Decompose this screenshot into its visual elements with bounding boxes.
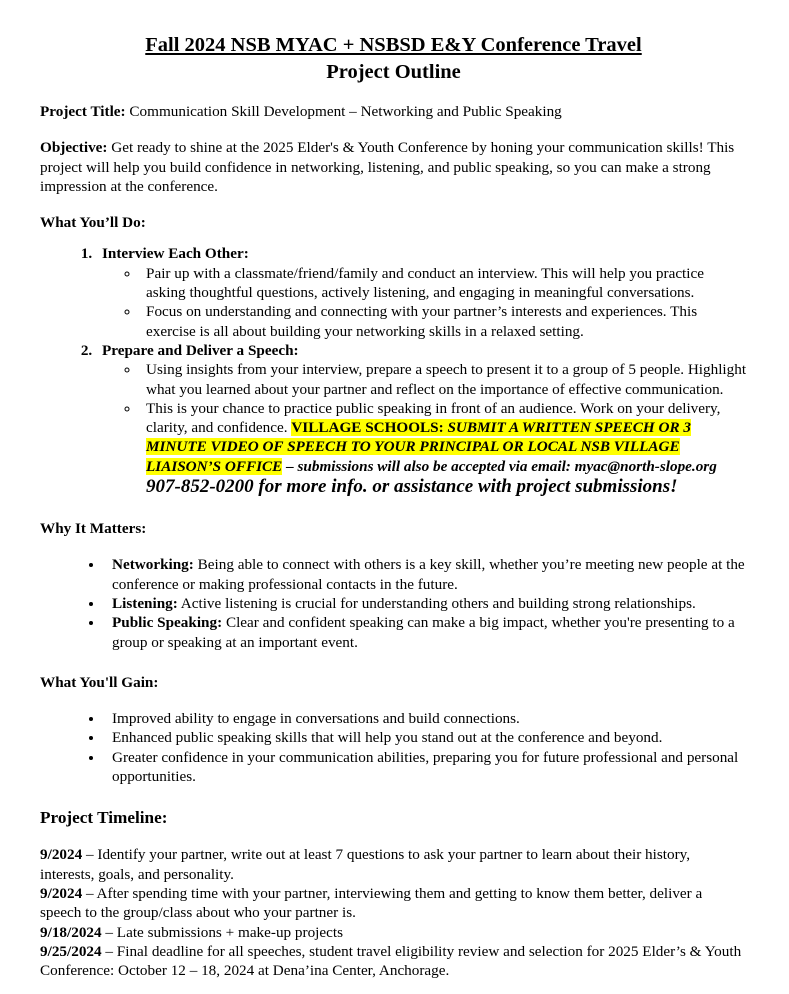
timeline-text: – After spending time with your partner, interviewing them and getting to know them better, deliver a speech to the group/class about who your partner is. — [40, 884, 703, 922]
task-subpoint: ◦ Pair up with a classmate/friend/family and conduct an interview. This will help you practice asking thoughtful questions, actively listening, and engaging in meaningful conversations. — [140, 264, 747, 303]
timeline-date: 9/2024 — [40, 884, 83, 902]
what-youll-gain-item: • Improved ability to engage in conversations and build connections. — [104, 709, 747, 728]
contact-phone-line: 907-852-0200 for more info. or assistance with project submissions! — [146, 476, 678, 498]
timeline-entry — [40, 942, 747, 981]
project-title-line — [40, 102, 747, 121]
why-it-matters-label: Public Speaking: — [112, 614, 223, 632]
timeline-text: – Late submissions + make-up projects — [101, 923, 344, 941]
spacer-after-why-it-matters-heading — [40, 538, 747, 555]
speech-point-lead-text: This is your chance to practice public speaking in front of an audience. Work on your delivery, clarity, and confidence. — [146, 399, 721, 437]
task-subpoints — [102, 360, 747, 498]
village-schools-highlight-instruction: SUBMIT A WRITTEN SPEECH OR 3 MINUTE VIDEO OF SPEECH TO YOUR PRINCIPAL OR LOCAL NSB VILLAGE LIAISON’S OFFICE — [146, 419, 691, 475]
what-youll-gain-heading: What You'll Gain: — [40, 673, 159, 691]
spacer-after-project-timeline-heading — [40, 828, 747, 845]
timeline-date: 9/25/2024 — [40, 942, 102, 960]
submission-email-note: – submissions will also be accepted via email: myac@north-slope.org — [282, 457, 717, 475]
task-subpoint: ◦ Focus on understanding and connecting with your partner’s interests and experiences. This exercise is all about building your networking skills in a relaxed setting. — [140, 302, 747, 341]
why-it-matters-text: Being able to connect with others is a key skill, whether you’re meeting new people at the conference or making professional contacts in the future. — [112, 556, 745, 593]
project-timeline-heading: Project Timeline: — [40, 808, 168, 828]
task-subpoint-with-highlight — [140, 399, 747, 498]
task-title: Prepare and Deliver a Speech: — [102, 341, 299, 359]
why-it-matters-heading: Why It Matters: — [40, 520, 147, 538]
spacer-before-why-it-matters — [40, 498, 747, 519]
what-youll-gain-item: • Greater confidence in your communication abilities, preparing you for future professional and personal opportunities. — [104, 748, 747, 787]
why-it-matters-text: Active listening is crucial for understanding others and building strong relationships. — [177, 594, 696, 612]
document-title-line-2 — [40, 60, 747, 85]
spacer-after-what-youll-do-heading — [40, 232, 747, 244]
why-it-matters-item — [104, 555, 747, 594]
task-item — [96, 244, 747, 340]
spacer-after-title — [40, 85, 747, 102]
timeline-text: – Final deadline for all speeches, student travel eligibility review and selection for 2025 Elder’s & Youth Conference: October 12 – 18, 2024 at Dena’ina Center, Anchorage. — [40, 942, 742, 980]
document-title-line-1-text: Fall 2024 NSB MYAC + NSBSD E&Y Conference Travel — [145, 34, 642, 56]
objective-paragraph — [40, 138, 747, 196]
project-title-label: Project Title: — [40, 103, 126, 120]
spacer-after-objective — [40, 196, 747, 213]
why-it-matters-item — [104, 594, 747, 613]
task-title: Interview Each Other: — [102, 245, 249, 263]
timeline-entry — [40, 845, 747, 884]
why-it-matters-label: Networking: — [112, 556, 194, 574]
task-subpoints — [102, 264, 747, 341]
what-youll-gain-list — [40, 709, 747, 786]
objective-text: Get ready to shine at the 2025 Elder's & Youth Conference by honing your communication skills! This project will help you build confidence in networking, listening, and public speaking, so you can make a strong impression at the conference. — [40, 139, 735, 195]
project-title-value: Communication Skill Development – Networking and Public Speaking — [125, 103, 562, 120]
document-title-line-1 — [40, 33, 747, 58]
why-it-matters-text: Clear and confident speaking can make a big impact, whether you're presenting to a group or speaking at an important event. — [112, 614, 735, 651]
why-it-matters-item — [104, 613, 747, 652]
tasks-list — [40, 244, 747, 498]
task-item — [96, 341, 747, 498]
timeline-date: 9/18/2024 — [40, 923, 102, 941]
objective-label: Objective: — [40, 139, 108, 157]
spacer-after-what-youll-gain-heading — [40, 692, 747, 709]
timeline-date: 9/2024 — [40, 846, 83, 864]
what-youll-gain-item: • Enhanced public speaking skills that will help you stand out at the conference and beyond. — [104, 728, 747, 747]
timeline-entry — [40, 884, 747, 923]
village-schools-highlight-label: VILLAGE SCHOOLS: — [291, 419, 444, 437]
spacer-after-project-title — [40, 121, 747, 138]
what-youll-do-heading: What You’ll Do: — [40, 214, 146, 232]
document-title-line-2-text: Project Outline — [326, 61, 461, 83]
why-it-matters-label: Listening: — [112, 594, 178, 612]
timeline-entry — [40, 923, 747, 942]
why-it-matters-list — [40, 555, 747, 651]
spacer-before-project-timeline — [40, 786, 747, 807]
timeline-text: – Identify your partner, write out at least 7 questions to ask your partner to learn about their history, interests, goals, and personality. — [40, 846, 691, 883]
spacer-before-what-youll-gain — [40, 652, 747, 673]
task-subpoint: ◦ Using insights from your interview, prepare a speech to present it to a group of 5 people. Highlight what you learned about your partner and reflect on the importance of effective communication. — [140, 360, 747, 399]
